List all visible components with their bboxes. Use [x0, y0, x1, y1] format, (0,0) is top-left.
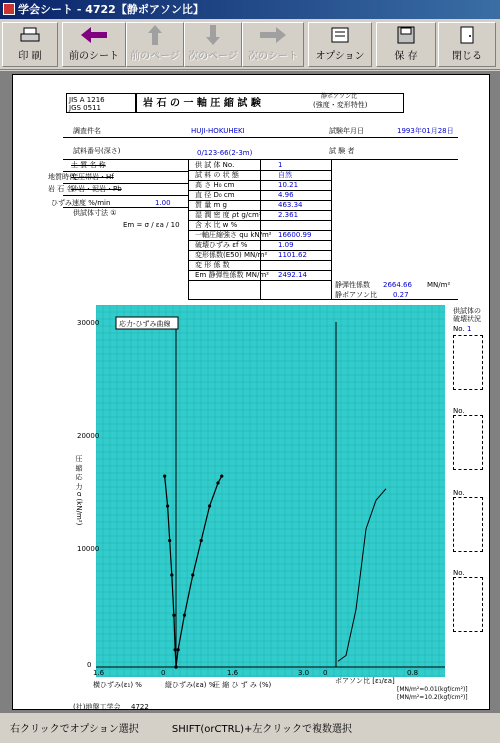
series-point-0: [191, 573, 194, 576]
series-point-1: [166, 504, 169, 507]
table-row-label: 変 形 係 数: [195, 261, 230, 269]
option-button[interactable]: オプション: [308, 22, 372, 67]
close-button[interactable]: 閉じる: [438, 22, 496, 67]
x-tick-2: 1.6: [227, 669, 239, 677]
save-icon: [396, 26, 416, 44]
specimen-photo-2: [453, 415, 483, 470]
chart-svg: [96, 305, 445, 677]
series-line-1: [165, 476, 176, 667]
side-no-label-3: No.: [453, 489, 465, 497]
poisson-value: 0.27: [393, 291, 409, 299]
left-row-1: 地質時代: [48, 173, 76, 181]
series-point-0: [216, 481, 219, 484]
modulus-unit: MN/m²: [427, 281, 451, 289]
strain-left-label: 横ひずみ(ε₁) %: [93, 681, 142, 689]
arrow-left-icon: [81, 27, 107, 43]
sheet-title: 岩 石 の 一 軸 圧 縮 試 験: [143, 98, 261, 109]
table-row-label: 湿 潤 密 度 ρt g/cm³: [195, 211, 262, 219]
table-row-value: 2.361: [278, 211, 299, 219]
y-tick-1: 20000: [77, 432, 100, 440]
sheet-subtitle-top: 静ポアソン比: [321, 93, 358, 100]
table-row-label: 変形係数(E50) MN/m²: [195, 251, 268, 259]
window-title-bar: [0, 0, 500, 19]
site-value: HUJI-HOKUHEKI: [191, 127, 245, 135]
left-row-0: 土 質 名 称: [71, 161, 106, 169]
series-point-1: [174, 648, 177, 651]
app-icon: [3, 3, 15, 15]
poisson-tick-0: 0: [323, 669, 328, 677]
side-no-label-2: No.: [453, 407, 465, 415]
side-no-label-1: No.: [453, 325, 465, 333]
jgs-code: JGS 0511: [69, 104, 101, 112]
stress-axis-label: 圧 縮 応 力 σ (kN/m²): [75, 455, 83, 526]
sheet-viewport[interactable]: [0, 71, 500, 713]
specimen-photo-1: [453, 335, 483, 390]
table-row-value: 1.09: [278, 241, 294, 249]
poisson-label: 静ポアソン比: [335, 291, 377, 299]
table-row-value: 1101.62: [278, 251, 307, 259]
y-tick-0: 30000: [77, 319, 100, 327]
inset-label: 応力-ひずみ曲線: [119, 320, 171, 328]
em-formula: Em = σ / εa / 10: [123, 221, 180, 229]
table-row-value: 10.21: [278, 181, 299, 189]
table-row-label: 含 水 比 w %: [195, 221, 238, 229]
data-sheet: [12, 74, 490, 710]
strain-rate-value: 1.00: [155, 199, 171, 207]
site-label: 調査件名: [73, 127, 101, 135]
arrow-down-icon: [206, 25, 220, 45]
table-row-label: 試 料 の 状 態: [195, 171, 239, 179]
sample-value: 0/123-66(2-3m): [197, 149, 253, 157]
y-tick-2: 10000: [77, 545, 100, 553]
table-row-value: 16600.99: [278, 231, 312, 239]
x-tick-1: 0: [161, 669, 166, 677]
sample-label: 試料番号(深さ): [73, 147, 121, 155]
series-point-0: [200, 539, 203, 542]
poisson-axis-label: ポアソン比 [ε₁/εa]: [335, 677, 395, 685]
side-no-label-4: No.: [453, 569, 465, 577]
series-point-1: [170, 573, 173, 576]
status-hint-multi-select: SHIFT(orCTRL)+左クリックで複数選択: [171, 724, 353, 735]
option-icon: [330, 26, 350, 44]
footer-no: 4722: [131, 703, 149, 711]
tester-label: 試 験 者: [329, 147, 355, 155]
table-row-value: 1: [278, 161, 283, 169]
print-button[interactable]: 印 刷: [2, 22, 58, 67]
table-row-label: 質 量 m g: [195, 201, 227, 209]
table-row-label: 直 径 D₀ cm: [195, 191, 235, 199]
table-row-label: 破壊ひずみ εf %: [195, 241, 248, 249]
table-row-value: 2492.14: [278, 271, 307, 279]
side-title-2: 破壊状況: [453, 315, 481, 323]
left-row-3: ひずみ速度 %/min: [51, 199, 111, 207]
stress-strain-plot: [96, 305, 445, 677]
arrow-up-icon: [148, 25, 162, 45]
left-value-0: 変圧帯岩・Hf: [71, 173, 114, 181]
left-value-1: 砂岩・泥岩・Pb: [71, 185, 122, 193]
status-hint-right-click: 右クリックでオプション選択: [10, 724, 139, 735]
x-tick-3: 3.0: [298, 669, 310, 677]
sheet-subtitle: (強度・変形特性): [313, 101, 368, 109]
footer-org: (社)地盤工学会: [73, 703, 121, 711]
strain-axis-label: 圧 縮 ひ ず み (%): [213, 681, 272, 689]
series-point-0: [208, 504, 211, 507]
specimen-photo-3: [453, 497, 483, 552]
prev-page-button[interactable]: 前のページ: [126, 22, 184, 67]
date-value: 1993年01月28日: [397, 127, 454, 135]
series-point-1: [163, 475, 166, 478]
x-tick-0: 1.6: [93, 669, 105, 677]
side-title-1: 供試体の: [453, 307, 481, 315]
series-point-1: [172, 614, 175, 617]
next-page-button[interactable]: 次のページ: [184, 22, 242, 67]
table-row-label: 一軸圧縮強さ qu kN/m²: [195, 231, 272, 239]
printer-icon: [20, 26, 40, 44]
next-sheet-button[interactable]: 次のシート: [242, 22, 304, 67]
window-title: 学会シート - 4722【静ポアソン比】: [18, 3, 204, 16]
series-point-1: [174, 665, 177, 668]
close-door-icon: [457, 26, 477, 44]
prev-sheet-button[interactable]: 前のシート: [62, 22, 126, 67]
table-row-value: 4.96: [278, 191, 294, 199]
specimen-photo-4: [453, 577, 483, 632]
modulus-label: 静弾性係数: [335, 281, 370, 289]
jis-code: JIS A 1216: [69, 96, 105, 104]
unit-legend-2: [MN/m²=10.2(kgf/cm²)]: [397, 694, 468, 701]
toolbar: [0, 20, 500, 70]
table-row-value: 463.34: [278, 201, 303, 209]
series-point-0: [220, 475, 223, 478]
y-tick-3: 0: [87, 661, 92, 669]
strain-center-label: 縦ひずみ(εa) %: [165, 681, 216, 689]
series-point-1: [168, 539, 171, 542]
series-point-0: [177, 648, 180, 651]
table-row-label: 高 さ H₀ cm: [195, 181, 235, 189]
poisson-tick-1: 0.8: [407, 669, 419, 677]
arrow-right-icon: [260, 27, 286, 43]
unit-legend-1: [MN/m²=0.01(kgf/cm²)]: [397, 686, 468, 693]
table-row-label: 供 試 体 No.: [195, 161, 235, 169]
save-button[interactable]: 保 存: [376, 22, 436, 67]
table-row-label: Em 静弾性係数 MN/m²: [195, 271, 269, 279]
series-point-0: [183, 614, 186, 617]
table-row-value: 自然: [278, 171, 292, 179]
side-no-value: 1: [467, 325, 472, 333]
status-bar: [0, 716, 500, 743]
left-row-2: 岩 石 名: [48, 185, 74, 193]
date-label: 試験年月日: [329, 127, 364, 135]
modulus-value: 2664.66: [383, 281, 412, 289]
note-label: 供試体寸法 ①: [73, 209, 117, 217]
